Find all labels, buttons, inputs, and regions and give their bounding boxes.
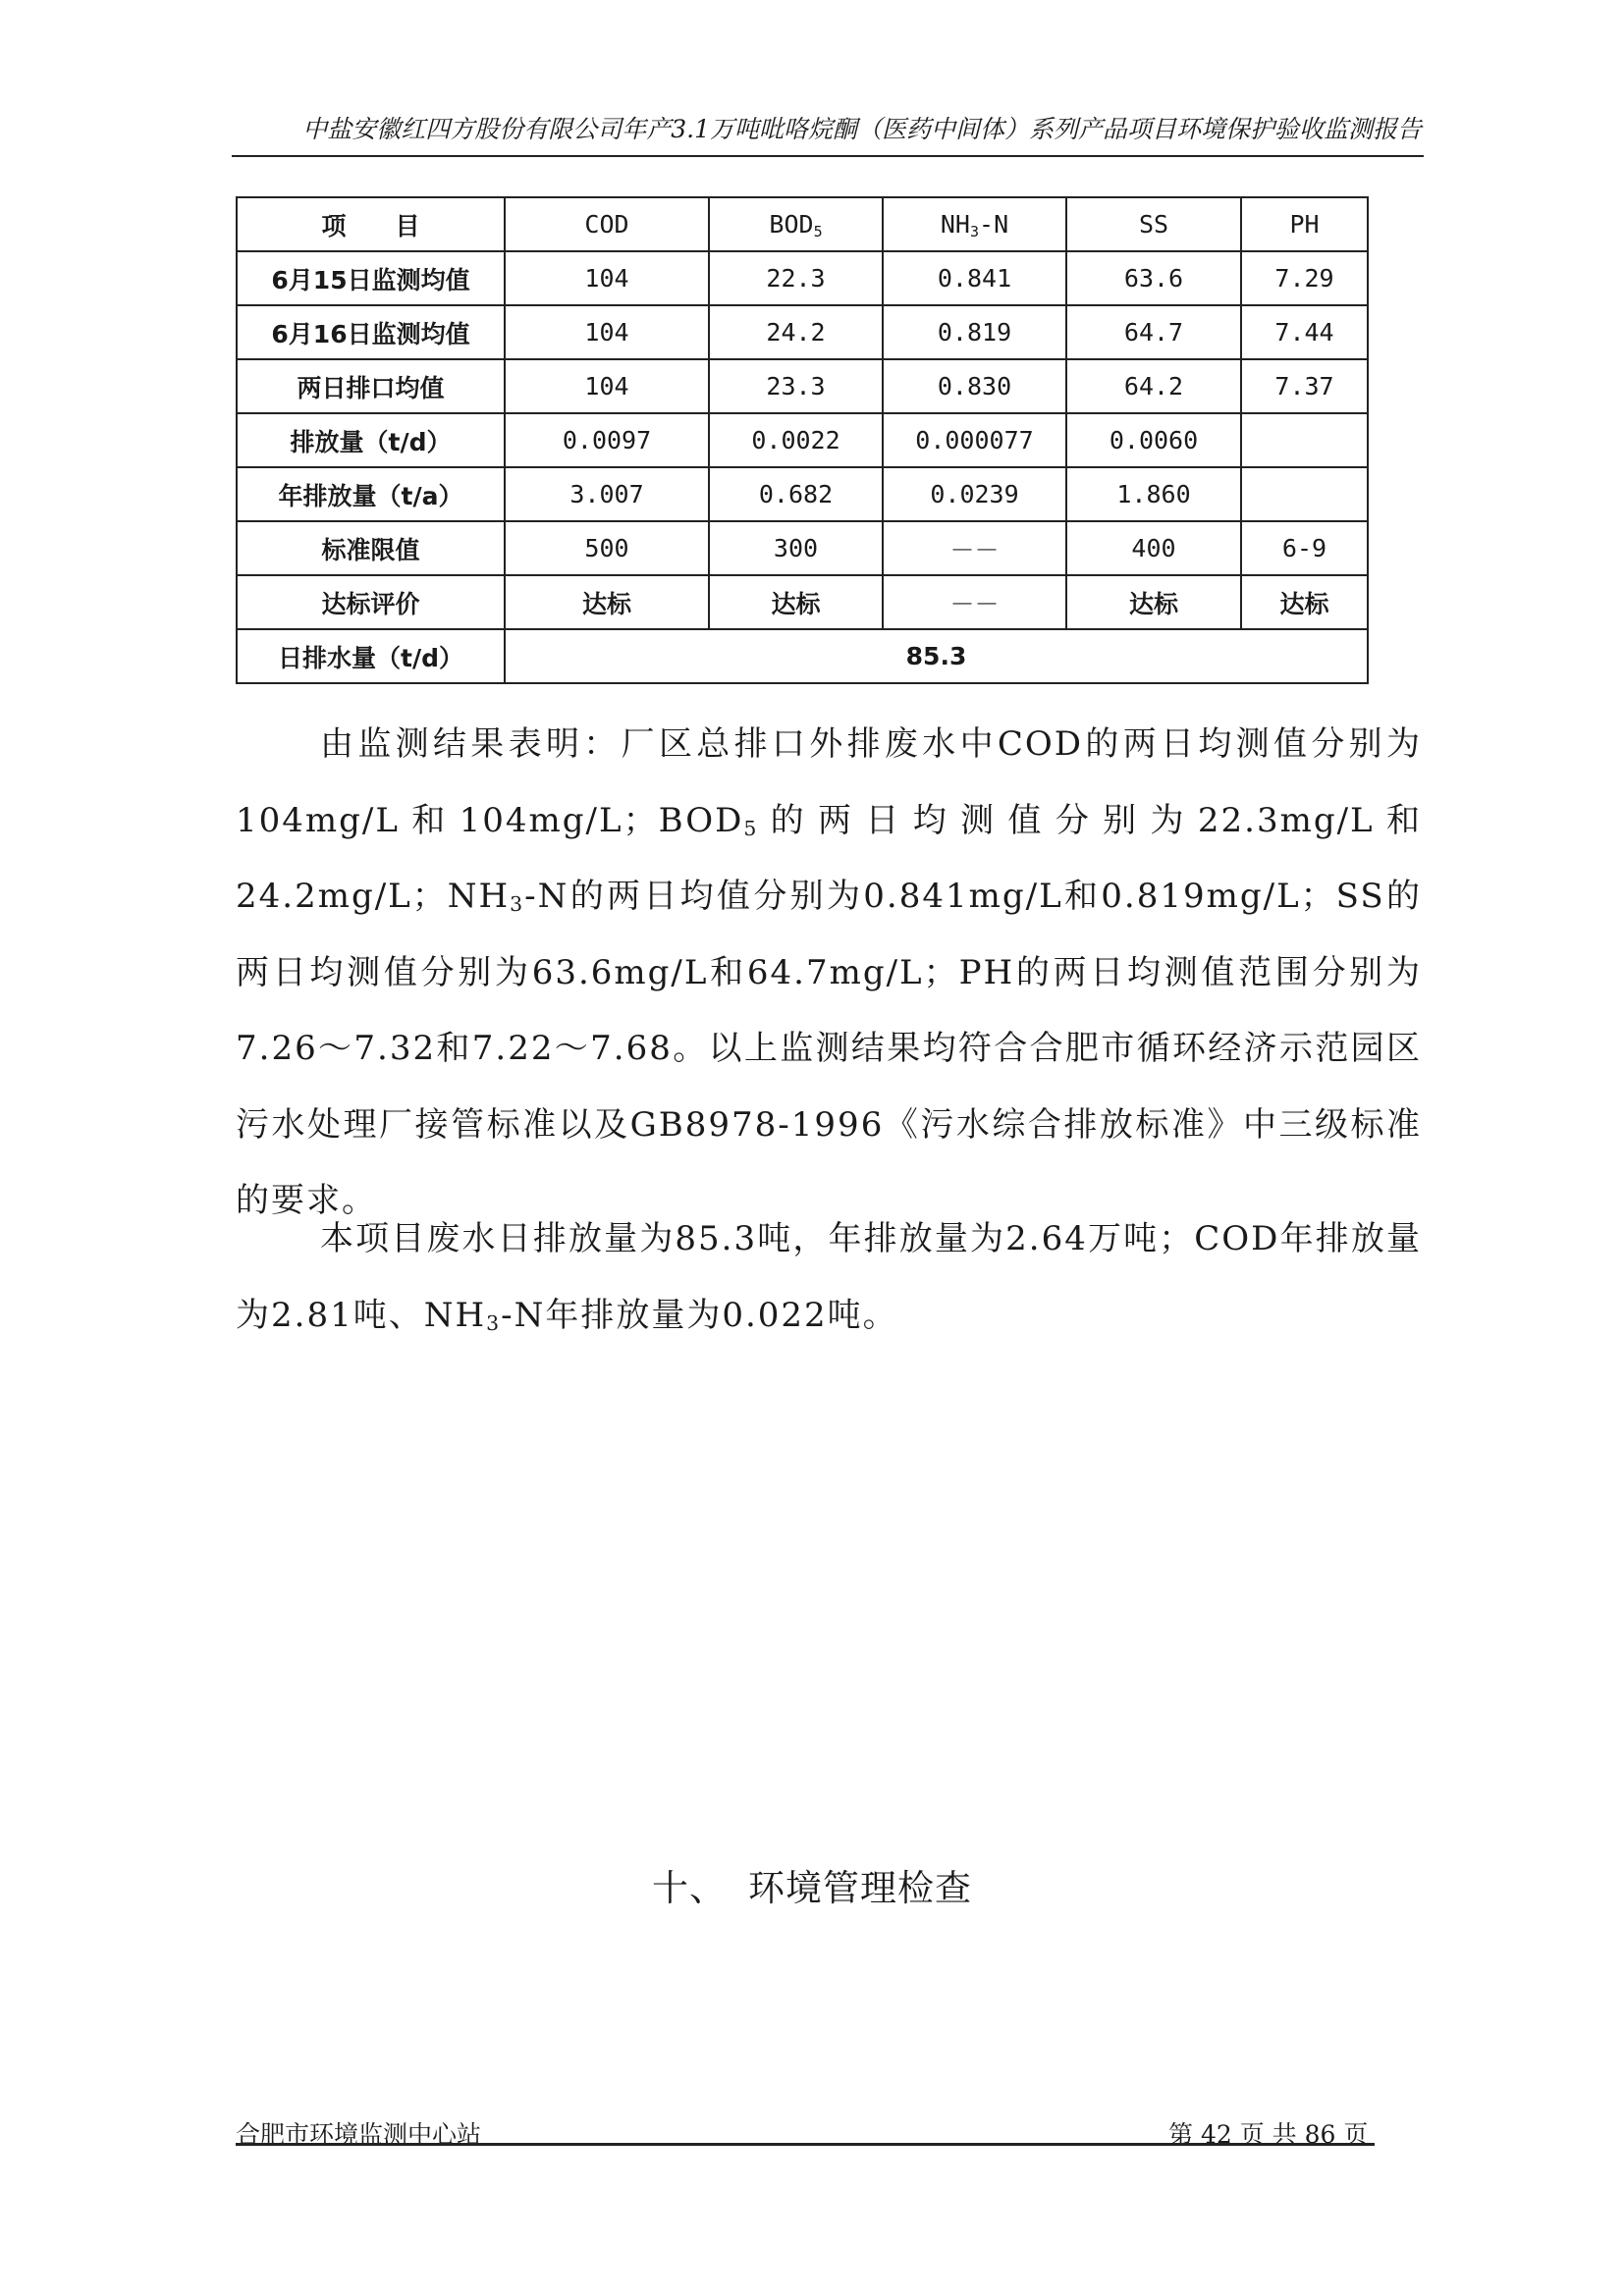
cell-cod: 0.0097 [505, 413, 709, 467]
cell-bod: 300 [709, 521, 883, 575]
discharge-paragraph [236, 1201, 1422, 1354]
cell-ph [1241, 467, 1368, 521]
section-title: 环境管理检查 [748, 1867, 972, 1909]
cell-bod: 0.682 [709, 467, 883, 521]
table-row [237, 305, 1368, 359]
cell-ph: 7.37 [1241, 359, 1368, 413]
cell-nh3n: －－ [883, 575, 1066, 629]
cell-bod: 达标 [709, 575, 883, 629]
para1-text-2: 的两日均测值分别为22.3mg/L和24.2mg/L；NH [236, 800, 1422, 916]
header-bod-text: BOD [769, 210, 814, 239]
section-heading [0, 1858, 1624, 1911]
cell-ph [1241, 413, 1368, 467]
results-paragraph [236, 707, 1422, 1240]
row-label: 日排水量（t/d） [237, 629, 505, 683]
para1-text-3: -N的两日均值分别为0.841mg/L和0.819mg/L；SS的两日均测值分别为63.6mg/L和64.7mg/L；PH的两日均测值范围分别为7.26～7.32和7.22～7.68。以上监测结果均符合合肥市循环经济示范园区污水处理厂接管标准以及GB8978-1996《污水综合排放标准》中三级标准的要求。 [236, 877, 1422, 1220]
para2-sub-1: 3 [486, 1310, 502, 1335]
cell-ss: 达标 [1066, 575, 1241, 629]
cell-bod: 23.3 [709, 359, 883, 413]
cell-nh3n: －－ [883, 521, 1066, 575]
cell-bod: 0.0022 [709, 413, 883, 467]
header-ss: SS [1066, 197, 1241, 251]
cell-ph: 7.29 [1241, 251, 1368, 305]
table-row [237, 467, 1368, 521]
para2-text-2: -N年排放量为0.022吨。 [501, 1295, 898, 1335]
header-ph: PH [1241, 197, 1368, 251]
row-label: 年排放量（t/a） [237, 467, 505, 521]
cell-ph: 7.44 [1241, 305, 1368, 359]
table-row [237, 359, 1368, 413]
cell-cod: 104 [505, 305, 709, 359]
table-row [237, 251, 1368, 305]
row-label: 6月15日监测均值 [237, 251, 505, 305]
cell-water-volume: 85.3 [505, 629, 1368, 683]
para2-text-1: 本项目废水日排放量为85.3吨，年排放量为2.64万吨；COD年排放量为2.81吨、NH [236, 1219, 1422, 1335]
para1-sub-1: 5 [743, 816, 759, 840]
footer-rule [236, 2143, 1375, 2146]
cell-ss: 64.2 [1066, 359, 1241, 413]
header-nh-tail: -N [979, 210, 1009, 239]
cell-nh3n: 0.830 [883, 359, 1066, 413]
header-nh-sub: 3 [969, 223, 980, 240]
cell-cod: 3.007 [505, 467, 709, 521]
cell-nh3n: 0.819 [883, 305, 1066, 359]
cell-cod: 达标 [505, 575, 709, 629]
cell-cod: 104 [505, 251, 709, 305]
header-rule [232, 155, 1424, 157]
footer-page-number: 第 42 页 共 86 页 [1168, 2120, 1369, 2149]
cell-ss: 63.6 [1066, 251, 1241, 305]
table-header-row [237, 197, 1368, 251]
table-row [237, 575, 1368, 629]
cell-ph: 6-9 [1241, 521, 1368, 575]
table-row-water [237, 629, 1368, 683]
cell-ss: 1.860 [1066, 467, 1241, 521]
cell-nh3n: 0.841 [883, 251, 1066, 305]
table-row [237, 521, 1368, 575]
header-bod-sub: 5 [813, 223, 823, 240]
cell-ss: 64.7 [1066, 305, 1241, 359]
cell-ph: 达标 [1241, 575, 1368, 629]
header-nh3n [883, 197, 1066, 251]
report-header: 中盐安徽红四方股份有限公司年产3.1万吨吡咯烷酮（医药中间体）系列产品项目环境保护验收监测报告 [302, 115, 1422, 143]
para1-text-1: 由监测结果表明：厂区总排口外排废水中COD的两日均测值分别为104mg/L和104mg/L；BOD [236, 724, 1422, 840]
section-number: 十、 [652, 1867, 727, 1909]
monitoring-table [236, 196, 1369, 684]
cell-cod: 500 [505, 521, 709, 575]
header-nh-text: NH [940, 210, 970, 239]
row-label: 达标评价 [237, 575, 505, 629]
cell-bod: 24.2 [709, 305, 883, 359]
header-bod [709, 197, 883, 251]
footer-organization: 合肥市环境监测中心站 [236, 2120, 482, 2149]
row-label: 标准限值 [237, 521, 505, 575]
row-label: 两日排口均值 [237, 359, 505, 413]
cell-ss: 0.0060 [1066, 413, 1241, 467]
table-row [237, 413, 1368, 467]
header-cod: COD [505, 197, 709, 251]
para1-sub-2: 3 [510, 892, 525, 916]
cell-nh3n: 0.0239 [883, 467, 1066, 521]
cell-cod: 104 [505, 359, 709, 413]
cell-bod: 22.3 [709, 251, 883, 305]
cell-ss: 400 [1066, 521, 1241, 575]
row-label: 排放量（t/d） [237, 413, 505, 467]
row-label: 6月16日监测均值 [237, 305, 505, 359]
cell-nh3n: 0.000077 [883, 413, 1066, 467]
header-item: 项 目 [237, 197, 505, 251]
